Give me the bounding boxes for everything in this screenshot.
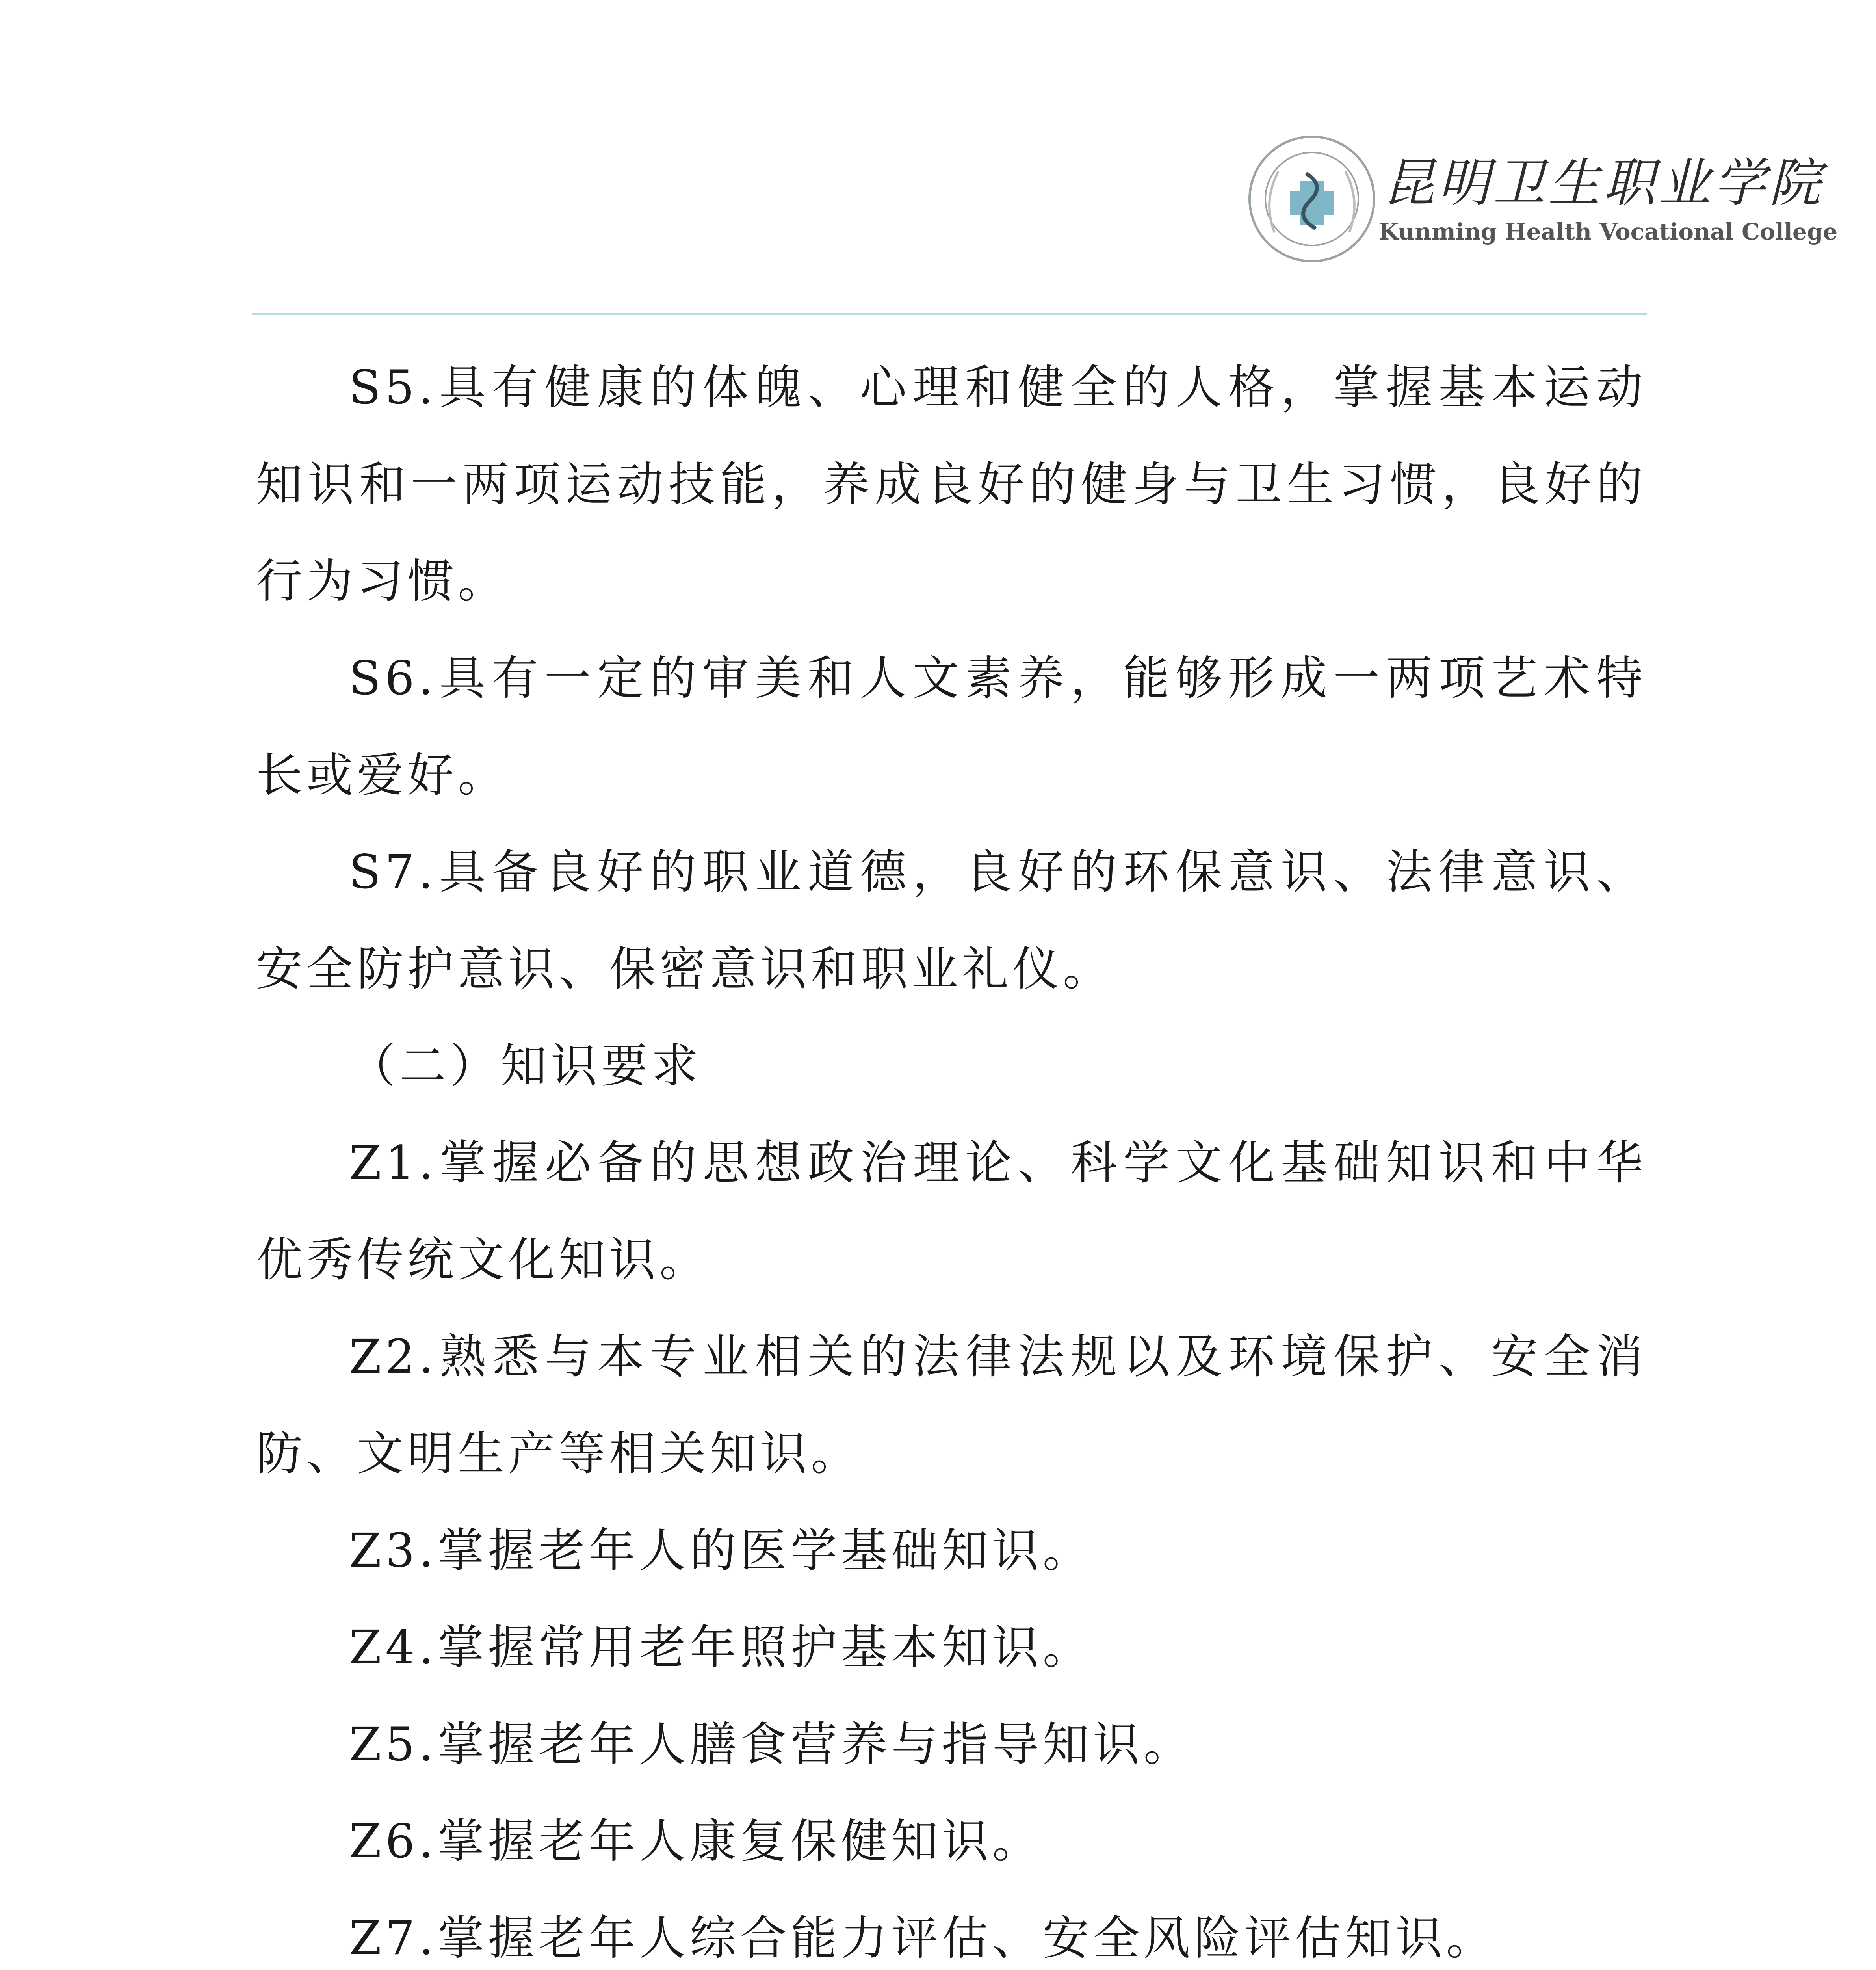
header-divider: [252, 313, 1647, 315]
knowledge-heading: （二）知识要求: [349, 1039, 702, 1093]
requirement-z2: Z2.熟悉与本专业相关的法律法规以及环境保护、安全消防、文明生产等相关知识。: [256, 1329, 1647, 1481]
requirement-s5: S5.具有健康的体魄、心理和健全的人格，掌握基本运动知识和一两项运动技能，养成良好的健身与卫生习惯，良好的行为习惯。: [256, 360, 1647, 608]
requirement-s7: S7.具备良好的职业道德，良好的环保意识、法律意识、安全防护意识、保密意识和职业礼仪。: [256, 845, 1647, 996]
college-name-english: Kunming Health Vocational College: [1379, 218, 1838, 245]
college-name-chinese: 昆明卫生职业学院: [1383, 153, 1824, 214]
college-seal-logo: [1247, 134, 1377, 264]
requirement-z6: Z6.掌握老年人康复保健知识。: [349, 1814, 1043, 1868]
requirement-z3: Z3.掌握老年人的医学基础知识。: [349, 1523, 1093, 1578]
requirement-z5: Z5.掌握老年人膳食营养与指导知识。: [349, 1717, 1194, 1771]
document-body: [256, 339, 1647, 1970]
page-header: [0, 0, 1876, 315]
requirement-z7: Z7.掌握老年人综合能力评估、安全风险评估知识。: [349, 1911, 1497, 1965]
requirement-z1: Z1.掌握必备的思想政治理论、科学文化基础知识和中华优秀传统文化知识。: [256, 1136, 1647, 1287]
requirement-z4: Z4.掌握常用老年照护基本知识。: [349, 1620, 1093, 1674]
requirement-s6: S6.具有一定的审美和人文素养，能够形成一两项艺术特长或爱好。: [256, 651, 1647, 802]
